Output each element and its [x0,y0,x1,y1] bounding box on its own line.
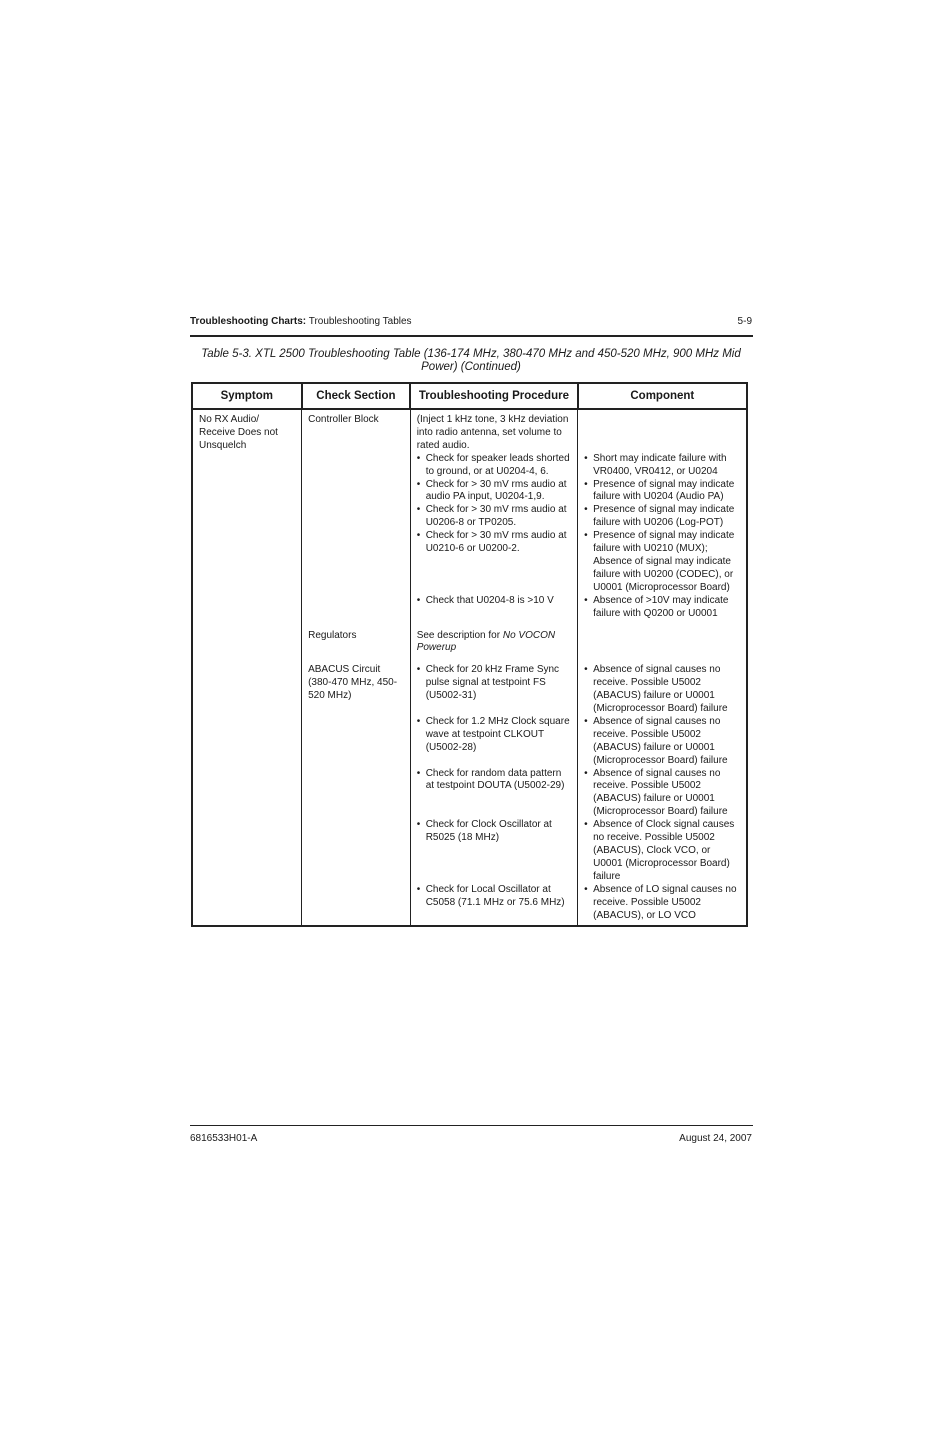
check-section-regulators: Regulators [302,621,411,656]
table-row [192,768,747,820]
component-cell: • Absence of >10V may indicate failure with Q0200 or U0001 [578,595,747,621]
col-header-symptom: Symptom [192,383,302,409]
table-row [192,453,747,479]
bullet-icon: • [416,715,421,727]
table-row [192,819,747,884]
troubleshooting-table [191,382,748,927]
bullet-icon: • [416,530,421,542]
check-section-controller: Controller Block [302,409,411,453]
procedure-intro: (Inject 1 kHz tone, 3 kHz deviation into radio antenna, set volume to rated audio. [410,409,577,453]
bullet-icon: • [584,715,588,727]
table-row [192,884,747,927]
bullet-icon: • [416,819,421,831]
document-number: 6816533H01-A [190,1133,258,1144]
component-cell: • Presence of signal may indicate failure with U0210 (MUX); Absence of signal may indicate failure with U0200 (CODEC), or U0001 (Microprocessor Board) [578,530,747,595]
bullet-icon: • [416,664,421,676]
table-header-row [192,383,747,409]
check-section-abacus: ABACUS Circuit (380-470 MHz, 450-520 MHz) [302,655,411,716]
procedure-cell: • Check for > 30 mV rms audio at U0210-6 or U0200-2. [410,530,577,595]
page-number: 5-9 [737,316,752,327]
component-cell [578,409,747,453]
component-cell: • Presence of signal may indicate failure with U0206 (Log-POT) [578,504,747,530]
procedure-cell: • Check for Clock Oscillator at R5025 (18 MHz) [410,819,577,884]
procedure-cell: • Check for > 30 mV rms audio at audio PA input, U0204-1,9. [410,479,577,505]
procedure-cell: • Check that U0204-8 is >10 V [410,595,577,621]
bullet-icon: • [584,594,588,606]
component-cell: • Absence of signal causes no receive. Possible U5002 (ABACUS) failure or U0001 (Microprocessor Board) failure [578,655,747,716]
procedure-cell: • Check for 1.2 MHz Clock square wave at testpoint CLKOUT (U5002-28) [410,716,577,768]
table-row [192,409,747,453]
bullet-icon: • [584,883,588,895]
bullet-icon: • [416,767,421,779]
table-row [192,504,747,530]
table-row [192,595,747,621]
component-cell: • Presence of signal may indicate failure with U0204 (Audio PA) [578,479,747,505]
bullet-icon: • [584,478,588,490]
table-row [192,655,747,716]
procedure-cell: • Check for random data pattern at testpoint DOUTA (U5002-29) [410,768,577,820]
component-cell: • Absence of signal causes no receive. Possible U5002 (ABACUS) failure or U0001 (Microprocessor Board) failure [578,716,747,768]
component-cell: • Absence of Clock signal causes no receive. Possible U5002 (ABACUS), Clock VCO, or U0001 (Microprocessor Board) failure [578,819,747,884]
bullet-icon: • [584,504,588,516]
bullet-icon: • [416,504,421,516]
bullet-icon: • [584,664,588,676]
table-row [192,479,747,505]
bullet-icon: • [584,530,588,542]
bullet-icon: • [416,883,421,895]
bullet-icon: • [416,478,421,490]
table-row [192,716,747,768]
symptom-cell: No RX Audio/ Receive Does not Unsquelch [192,409,302,453]
section-title: Troubleshooting Charts: Troubleshooting Tables [190,316,412,327]
procedure-cell: • Check for 20 kHz Frame Sync pulse signal at testpoint FS (U5002-31) [410,655,577,716]
component-cell: • Absence of signal causes no receive. Possible U5002 (ABACUS) failure or U0001 (Microprocessor Board) failure [578,768,747,820]
procedure-cell: See description for No VOCON Powerup [410,621,577,656]
bullet-icon: • [416,452,421,464]
table-row [192,621,747,656]
component-cell: • Short may indicate failure with VR0400, VR0412, or U0204 [578,453,747,479]
header-rule [190,335,753,337]
component-cell: • Absence of LO signal causes no receive. Possible U5002 (ABACUS), or LO VCO [578,884,747,927]
footer-rule [190,1125,753,1126]
bullet-icon: • [584,767,588,779]
procedure-cell: • Check for Local Oscillator at C5058 (71.1 MHz or 75.6 MHz) [410,884,577,927]
table-row [192,530,747,595]
page-footer [190,1133,752,1144]
page-header [190,316,752,327]
col-header-check-section: Check Section [302,383,411,409]
document-date: August 24, 2007 [679,1133,752,1144]
col-header-procedure: Troubleshooting Procedure [410,383,577,409]
procedure-cell: • Check for speaker leads shorted to ground, or at U0204-4, 6. [410,453,577,479]
bullet-icon: • [416,594,421,606]
table-caption: Table 5-3. XTL 2500 Troubleshooting Table (136-174 MHz, 380-470 MHz and 450-520 MHz, 900 MHz Mid Power) (Continued) [201,348,741,373]
procedure-cell: • Check for > 30 mV rms audio at U0206-8 or TP0205. [410,504,577,530]
col-header-component: Component [578,383,747,409]
bullet-icon: • [584,452,588,464]
bullet-icon: • [584,819,588,831]
